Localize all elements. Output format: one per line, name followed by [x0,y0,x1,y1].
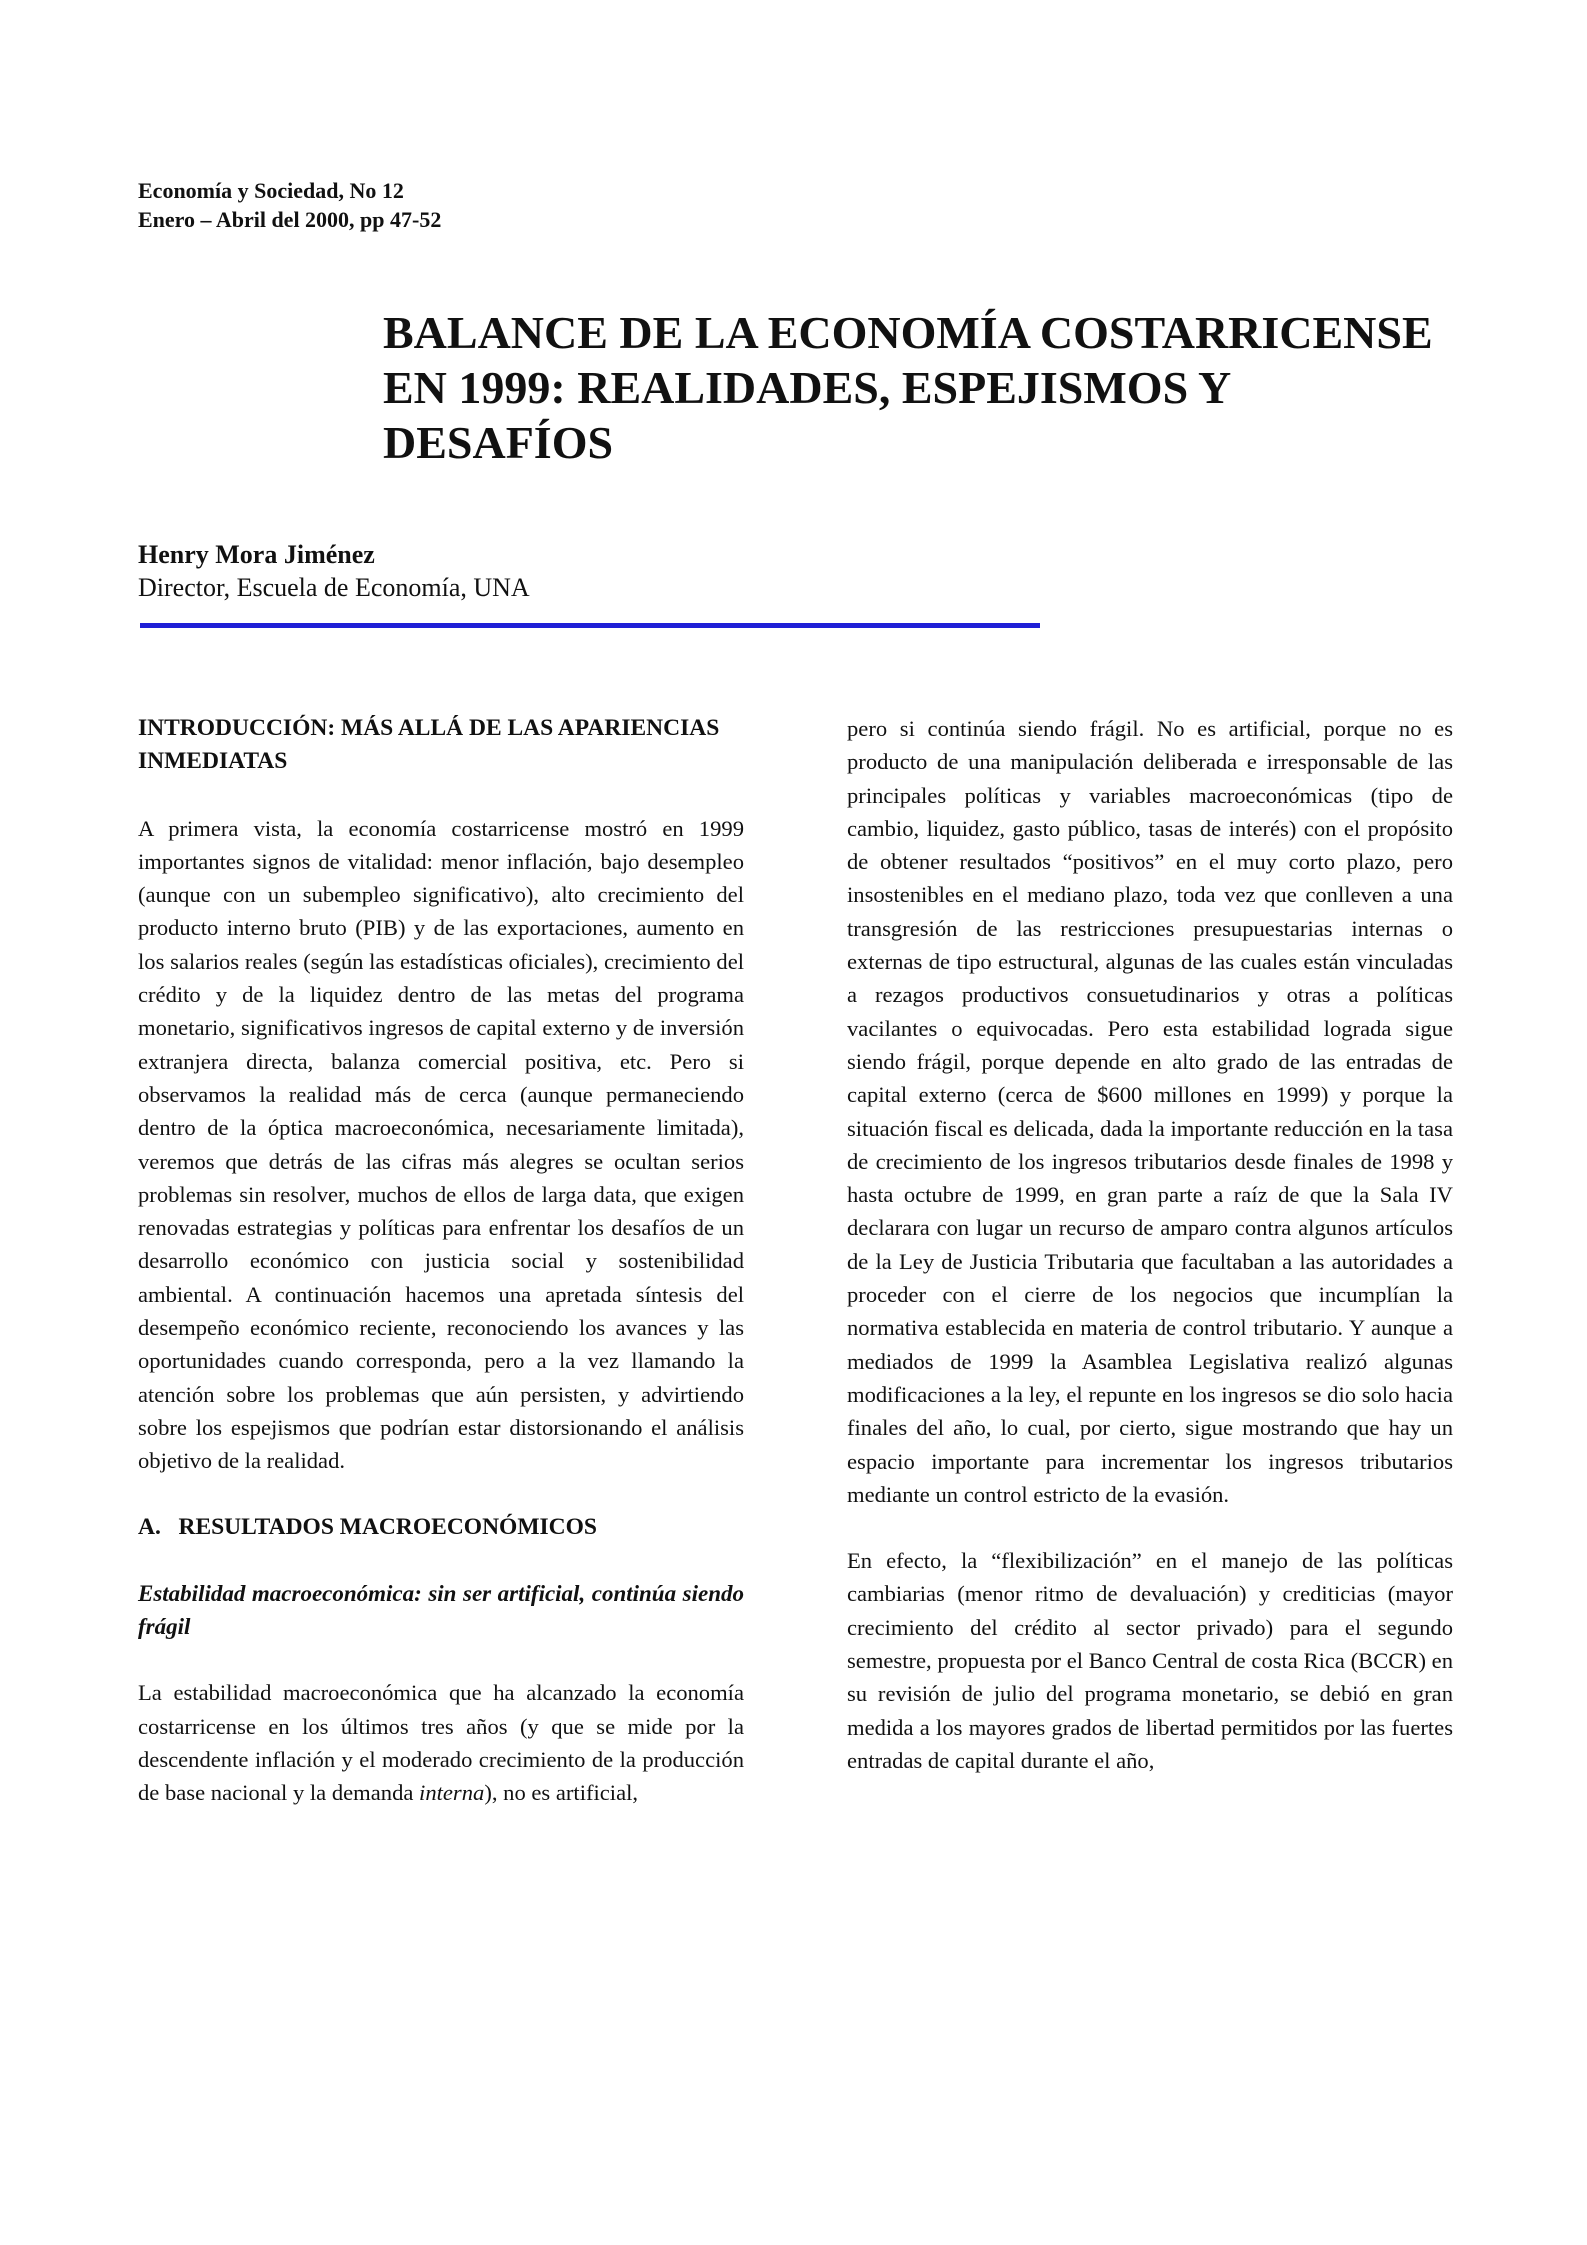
stability-text-emphasis: interna [419,1780,485,1806]
author-block [138,538,530,604]
stability-text-end: ), no es artificial, [484,1780,639,1806]
journal-date-pages: Enero – Abril del 2000, pp 47-52 [138,207,442,232]
title-line-3: DESAFÍOS [383,417,614,468]
subsection-heading: Estabilidad macroeconómica: sin ser artificial, continúa siendo frágil [138,1580,744,1640]
title-line-2: EN 1999: REALIDADES, ESPEJISMOS Y [383,362,1232,413]
right-paragraph-1: pero si continúa siendo frágil. No es artificial, porque no es producto de una manipulación deliberada e irresponsable de las principales políticas y variables macroeconómicas (tipo de cambio, liquidez, gasto público, tasas de interés) con el propósito de obtener resultados “positivos” en el muy corto plazo, pero insostenibles en el mediano plazo, toda vez que conlleven a una transgresión de las restricciones presupuestarias internas o externas de tipo estructural, algunas de las cuales están vinculadas a rezagos productivos consuetudinarios y otras a políticas vacilantes o equivocadas. Pero esta estabilidad lograda sigue siendo frágil, porque depende en alto grado de las entradas de capital externo (cerca de $600 millones en 1999) y porque la situación fiscal es delicada, dada la importante reducción en la tasa de crecimiento de los ingresos tributarios desde finales de 1998 y hasta octubre de 1999, en gran parte a raíz de que la Sala IV declarara con lugar un recurso de amparo contra algunos artículos de la Ley de Justicia Tributaria que facultaban a las autoridades a proceder con el cierre de los negocios que incumplían la normativa establecida en materia de control tributario. Y aunque a mediados de 1999 la Asamblea Legislativa realizó algunas modificaciones a la ley, el repunte en los ingresos se dio solo hacia finales del año, lo cual, por cierto, sigue mostrando que hay un espacio importante para incrementar los ingresos tributarios mediante un control estricto de la evasión. [847,716,1453,1507]
journal-citation [138,176,441,234]
header-divider [140,623,1040,628]
journal-issue: Economía y Sociedad, No 12 [138,178,404,203]
title-line-1: BALANCE DE LA ECONOMÍA COSTARRICENSE [383,307,1433,358]
intro-heading: INTRODUCCIÓN: MÁS ALLÁ DE LAS APARIENCIAS INMEDIATAS [138,715,720,775]
stability-paragraph [138,1676,744,1809]
author-name: Henry Mora Jiménez [138,540,375,569]
right-paragraph-2: En efecto, la “flexibilización” en el manejo de las políticas cambiarias (menor ritmo de devaluación) y crediticias (mayor crecimiento del crédito al sector privado) para el segundo semestre, propuesta por el Banco Central de costa Rica (BCCR) en su revisión de julio del programa monetario, se debió en gran medida a los mayores grados de libertad permitidos por las fuertes entradas de capital durante el año, [847,1548,1453,1773]
intro-paragraph: A primera vista, la economía costarricense mostró en 1999 importantes signos de vitalidad: menor inflación, bajo desempleo (aunque con un subempleo significativo), alto crecimiento del producto interno bruto (PIB) y de las exportaciones, aumento en los salarios reales (según las estadísticas oficiales), crecimiento del crédito y de la liquidez dentro de las metas del programa monetario, significativos ingresos de capital externo y de inversión extranjera directa, balanza comercial positiva, etc. Pero si observamos la realidad más de cerca (aunque permaneciendo dentro de la óptica macroeconómica, necesariamente limitada), veremos que detrás de las cifras más alegres se ocultan serios problemas sin resolver, muchos de ellos de larga data, que exigen renovadas estrategias y políticas para enfrentar los desafíos de un desarrollo económico con justicia social y sostenibilidad ambiental. A continuación hacemos una apretada síntesis del desempeño económico reciente, reconociendo los avances y las oportunidades cuando corresponda, pero a la vez llamando la atención sobre los problemas que aún persisten, y advirtiendo sobre los espejismos que podrían estar distorsionando el análisis objetivo de la realidad. [138,815,744,1474]
stability-text-start: La estabilidad macroeconómica que ha alcanzado la economía costarricense en los últimos tres años (y que se mide por la descendente inflación y el moderado crecimiento de la producción de base nacional y la demanda [138,1680,744,1806]
left-column [138,712,744,1810]
right-column [847,712,1453,1777]
author-affiliation: Director, Escuela de Economía, UNA [138,573,530,602]
article-title [383,305,1483,470]
section-a-heading: A. RESULTADOS MACROECONÓMICOS [138,1513,597,1540]
